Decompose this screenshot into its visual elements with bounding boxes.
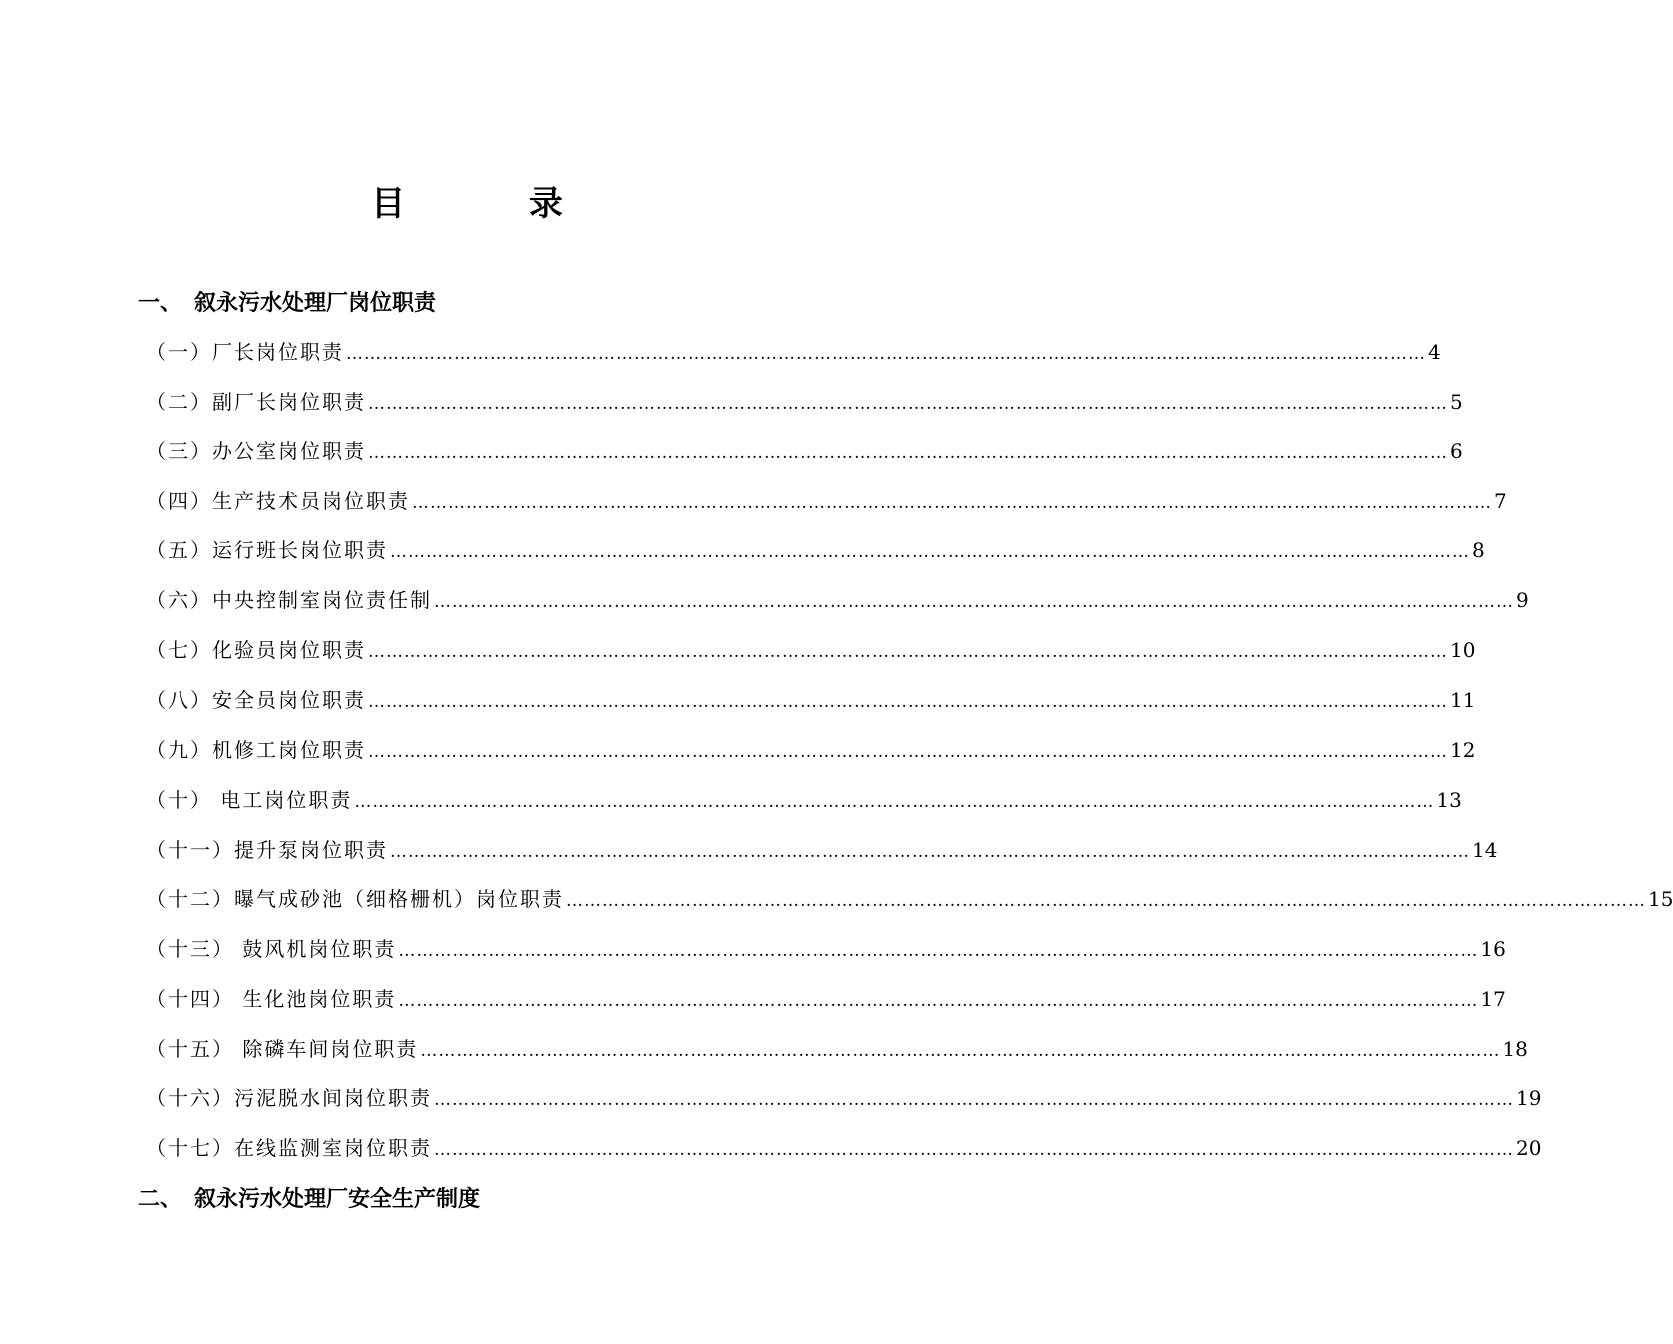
toc-entry-page: 18 (1502, 1037, 1528, 1061)
leader-dots: ……………………………………………………………………………………………………………………………………………………………… (390, 842, 1470, 862)
leader-dots: ……………………………………………………………………………………………………………………………………………………………… (566, 891, 1646, 911)
toc-entry[interactable] (146, 784, 1462, 816)
section-number: 一、 (138, 291, 183, 316)
toc-entry-page: 19 (1516, 1086, 1542, 1110)
toc-entry[interactable] (146, 933, 1506, 965)
section-heading-1 (138, 286, 436, 317)
toc-entry-page: 12 (1450, 738, 1476, 762)
section-title: 叙永污水处理厂岗位职责 (194, 291, 437, 316)
leader-dots: ……………………………………………………………………………………………………………………………………………………………… (412, 493, 1492, 513)
section-number: 二、 (138, 1187, 183, 1212)
toc-entry-page: 20 (1516, 1136, 1542, 1160)
toc-entry[interactable] (146, 435, 1463, 467)
section-title: 叙永污水处理厂安全生产制度 (194, 1187, 481, 1212)
toc-entry-label: （十） 电工岗位职责 (146, 788, 353, 812)
toc-entry-label: （三）办公室岗位职责 (146, 439, 366, 463)
toc-entry[interactable] (146, 983, 1506, 1015)
toc-entry-label: （十五） 除磷车间岗位职责 (146, 1037, 419, 1061)
leader-dots: ……………………………………………………………………………………………………………………………………………………………… (368, 394, 1448, 414)
toc-entry-page: 13 (1436, 788, 1462, 812)
leader-dots: ……………………………………………………………………………………………………………………………………………………………… (434, 1090, 1514, 1110)
toc-entry-page: 14 (1472, 838, 1498, 862)
toc-entry-label: （十六）污泥脱水间岗位职责 (146, 1086, 432, 1110)
toc-entry-label: （十一）提升泵岗位职责 (146, 838, 388, 862)
leader-dots: ……………………………………………………………………………………………………………………………………………………………… (354, 792, 1435, 812)
toc-entry-page: 6 (1450, 439, 1463, 463)
toc-entry-page: 9 (1516, 588, 1529, 612)
toc-entry-label: （十七）在线监测室岗位职责 (146, 1136, 432, 1160)
leader-dots: ……………………………………………………………………………………………………………………………………………………………… (390, 542, 1470, 562)
toc-entry-label: （五）运行班长岗位职责 (146, 538, 388, 562)
toc-entry[interactable] (146, 336, 1441, 368)
leader-dots: ……………………………………………………………………………………………………………………………………………………………… (368, 443, 1448, 463)
leader-dots: ……………………………………………………………………………………………………………………………………………………………… (434, 592, 1514, 612)
toc-entry[interactable] (146, 634, 1476, 666)
toc-entry-label: （十四） 生化池岗位职责 (146, 987, 397, 1011)
toc-entry[interactable] (146, 1033, 1528, 1065)
toc-entry-label: （九）机修工岗位职责 (146, 738, 366, 762)
leader-dots: ……………………………………………………………………………………………………………………………………………………………… (398, 941, 1479, 961)
toc-entry[interactable] (146, 485, 1507, 517)
toc-entry-page: 11 (1450, 688, 1476, 712)
toc-entry-label: （六）中央控制室岗位责任制 (146, 588, 432, 612)
toc-entry-label: （八）安全员岗位职责 (146, 688, 366, 712)
leader-dots: ……………………………………………………………………………………………………………………………………………………………… (368, 692, 1448, 712)
toc-entry-page: 16 (1480, 937, 1506, 961)
toc-entry-page: 5 (1450, 390, 1463, 414)
toc-entry-page: 15 (1648, 887, 1673, 911)
toc-entry-label: （十二）曝气成砂池（细格栅机）岗位职责 (146, 887, 564, 911)
toc-entry-page: 17 (1480, 987, 1506, 1011)
toc-entry-page: 10 (1450, 638, 1476, 662)
toc-entry[interactable] (146, 684, 1476, 716)
toc-entry-label: （七）化验员岗位职责 (146, 638, 366, 662)
leader-dots: ……………………………………………………………………………………………………………………………………………………………… (368, 742, 1448, 762)
leader-dots: ……………………………………………………………………………………………………………………………………………………………… (420, 1041, 1501, 1061)
toc-entry-page: 7 (1494, 489, 1507, 513)
leader-dots: ……………………………………………………………………………………………………………………………………………………………… (398, 991, 1479, 1011)
toc-entry-label: （四）生产技术员岗位职责 (146, 489, 410, 513)
toc-entry-label: （十三） 鼓风机岗位职责 (146, 937, 397, 961)
toc-entry[interactable] (146, 1132, 1542, 1164)
toc-entry-label: （二）副厂长岗位职责 (146, 390, 366, 414)
toc-entry-label: （一）厂长岗位职责 (146, 340, 344, 364)
toc-entry-page: 4 (1428, 340, 1441, 364)
toc-entry[interactable] (146, 1082, 1542, 1114)
toc-entry[interactable] (146, 534, 1485, 566)
leader-dots: ……………………………………………………………………………………………………………………………………………………………… (346, 344, 1426, 364)
leader-dots: ……………………………………………………………………………………………………………………………………………………………… (368, 642, 1448, 662)
toc-title: 目 录 (371, 184, 619, 224)
toc-entry[interactable] (146, 883, 1673, 915)
toc-entry[interactable] (146, 734, 1476, 766)
toc-entry-page: 8 (1472, 538, 1485, 562)
section-heading-2 (138, 1182, 480, 1213)
leader-dots: ……………………………………………………………………………………………………………………………………………………………… (434, 1140, 1514, 1160)
toc-entry[interactable] (146, 386, 1463, 418)
toc-entry[interactable] (146, 584, 1529, 616)
toc-entry[interactable] (146, 834, 1498, 866)
